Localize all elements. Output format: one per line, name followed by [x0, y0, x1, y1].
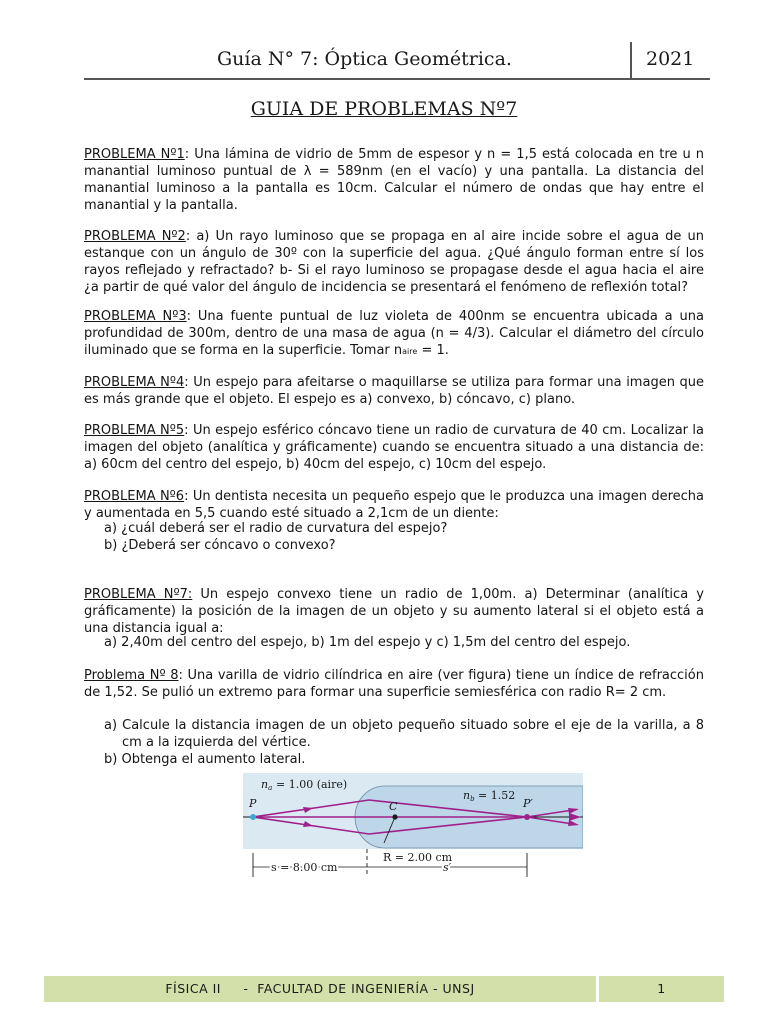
problem-3 [84, 308, 704, 360]
list-item: b) ¿Deberá ser cóncavo o convexo? [104, 538, 336, 553]
problem-text-tail: = 1. [417, 343, 449, 358]
problem-2 [84, 228, 704, 296]
problem-label: PROBLEMA Nº7: [84, 587, 193, 602]
page-header [0, 40, 768, 80]
problem-text: : Un espejo esférico cóncavo tiene un radio de curvatura de 40 cm. Localizar la imagen del objeto (analítica y gráficamente) cuando se encuentra situado a una distancia de: a) 60cm del centro del espejo, b) 40cm del espejo, c) 10cm del espejo. [84, 423, 705, 472]
problem-text: : Una lámina de vidrio de 5mm de espesor y n = 1,5 está colocada en tre u n manantial luminoso puntual de λ = 589nm (en el vacío) y una pantalla. La distancia del manantial luminoso a la pantalla es 10cm. Calcular el número de ondas que hay entre el manantial y la pantalla. [84, 147, 704, 213]
page-footer [44, 976, 596, 1002]
problem-text: : a) Un rayo luminoso que se propaga en al aire incide sobre el agua de un estanque con un ángulo de 30º con la superficie del agua. ¿Qué ángulo forman entre sí los rayos reflejado y refractado? b- Si el rayo luminoso se propagase desde el agua hacia el aire ¿a partir de qué valor del ángulo de incidencia se presentará el fenómeno de reflexión total? [84, 229, 705, 295]
list-item: a) Calcule la distancia imagen de un objeto pequeño situado sobre el eje de la varilla, a 8 cm a la izquierda del vértice. [104, 718, 704, 750]
nb-symbol: nb [463, 789, 475, 803]
na-symbol: na [261, 778, 273, 792]
point-p-prime-marker [524, 814, 530, 820]
radius-label: R = 2.00 cm [383, 851, 453, 864]
problem-label: PROBLEMA Nº6 [84, 489, 185, 504]
problem-label: PROBLEMA Nº1 [84, 147, 185, 162]
subscript-aire: aire [402, 347, 418, 356]
problem-4 [84, 374, 704, 408]
list-item: a) ¿cuál deberá ser el radio de curvatura del espejo? [104, 521, 448, 536]
problem-5 [84, 422, 704, 473]
problem-1 [84, 146, 704, 214]
problem-8 [84, 667, 704, 701]
problem-label: Problema Nº 8 [84, 668, 179, 683]
problem-label: PROBLEMA Nº4 [84, 375, 185, 390]
problem-label: PROBLEMA Nº5 [84, 423, 185, 438]
problem-6-items [104, 520, 704, 554]
header-divider [630, 42, 632, 78]
center-c-label: C [389, 800, 398, 813]
header-rule [84, 78, 710, 80]
page-number: 1 [657, 981, 666, 996]
point-p-prime-label: P′ [523, 797, 533, 810]
list-item: b) Obtenga el aumento lateral. [104, 752, 306, 767]
list-item: a) 2,40m del centro del espejo, b) 1m del espejo y c) 1,5m del centro del espejo. [104, 635, 631, 650]
refraction-figure [243, 773, 583, 877]
s-prime-label: s′ [443, 861, 452, 874]
problem-8-items [104, 717, 704, 768]
problem-label: PROBLEMA Nº3 [84, 309, 187, 324]
nb-label: = 1.52 [478, 789, 516, 802]
na-label: = 1.00 (aire) [276, 778, 348, 791]
footer-text: FÍSICA II - FACULTAD DE INGENIERÍA - UNSJ [165, 981, 475, 996]
problem-text: : Un espejo para afeitarse o maquillarse se utiliza para formar una imagen que es más grande que el objeto. El espejo es a) convexo, b) cóncavo, c) plano. [84, 375, 705, 407]
problem-text: : Una varilla de vidrio cilíndrica en aire (ver figura) tiene un índice de refracción de 1,52. Se pulió un extremo para formar una superficie semiesférica con radio R= 2 cm. [84, 668, 704, 700]
problem-7 [84, 586, 704, 637]
problem-text: Un espejo convexo tiene un radio de 1,00m. a) Determinar (analítica y gráficamente) la posición de la imagen de un objeto y su aumento lateral si el objeto está a una distancia igual a: [84, 587, 704, 636]
point-p-marker [250, 814, 256, 820]
point-p-label: P [249, 797, 257, 810]
s-label: s = 8.00 cm [271, 861, 338, 874]
page-number-box [599, 976, 724, 1002]
header-title: Guía N° 7: Óptica Geométrica. [217, 48, 512, 70]
document-title: GUIA DE PROBLEMAS Nº7 [250, 98, 518, 120]
problem-label: PROBLEMA Nº2 [84, 229, 186, 244]
problem-6 [84, 488, 704, 522]
problem-7-items [104, 634, 704, 651]
problem-text: : Un dentista necesita un pequeño espejo que le produzca una imagen derecha y aumentada en 5,5 cuando esté situado a 2,1cm de un diente: [84, 489, 705, 521]
problem-text: : Una fuente puntual de luz violeta de 400nm se encuentra ubicada a una profundidad de 300m, dentro de una masa de agua (n = 4/3). Calcular el diámetro del círculo iluminado que se forma en la superficie. Tomar n [84, 309, 705, 358]
header-year: 2021 [646, 48, 695, 70]
